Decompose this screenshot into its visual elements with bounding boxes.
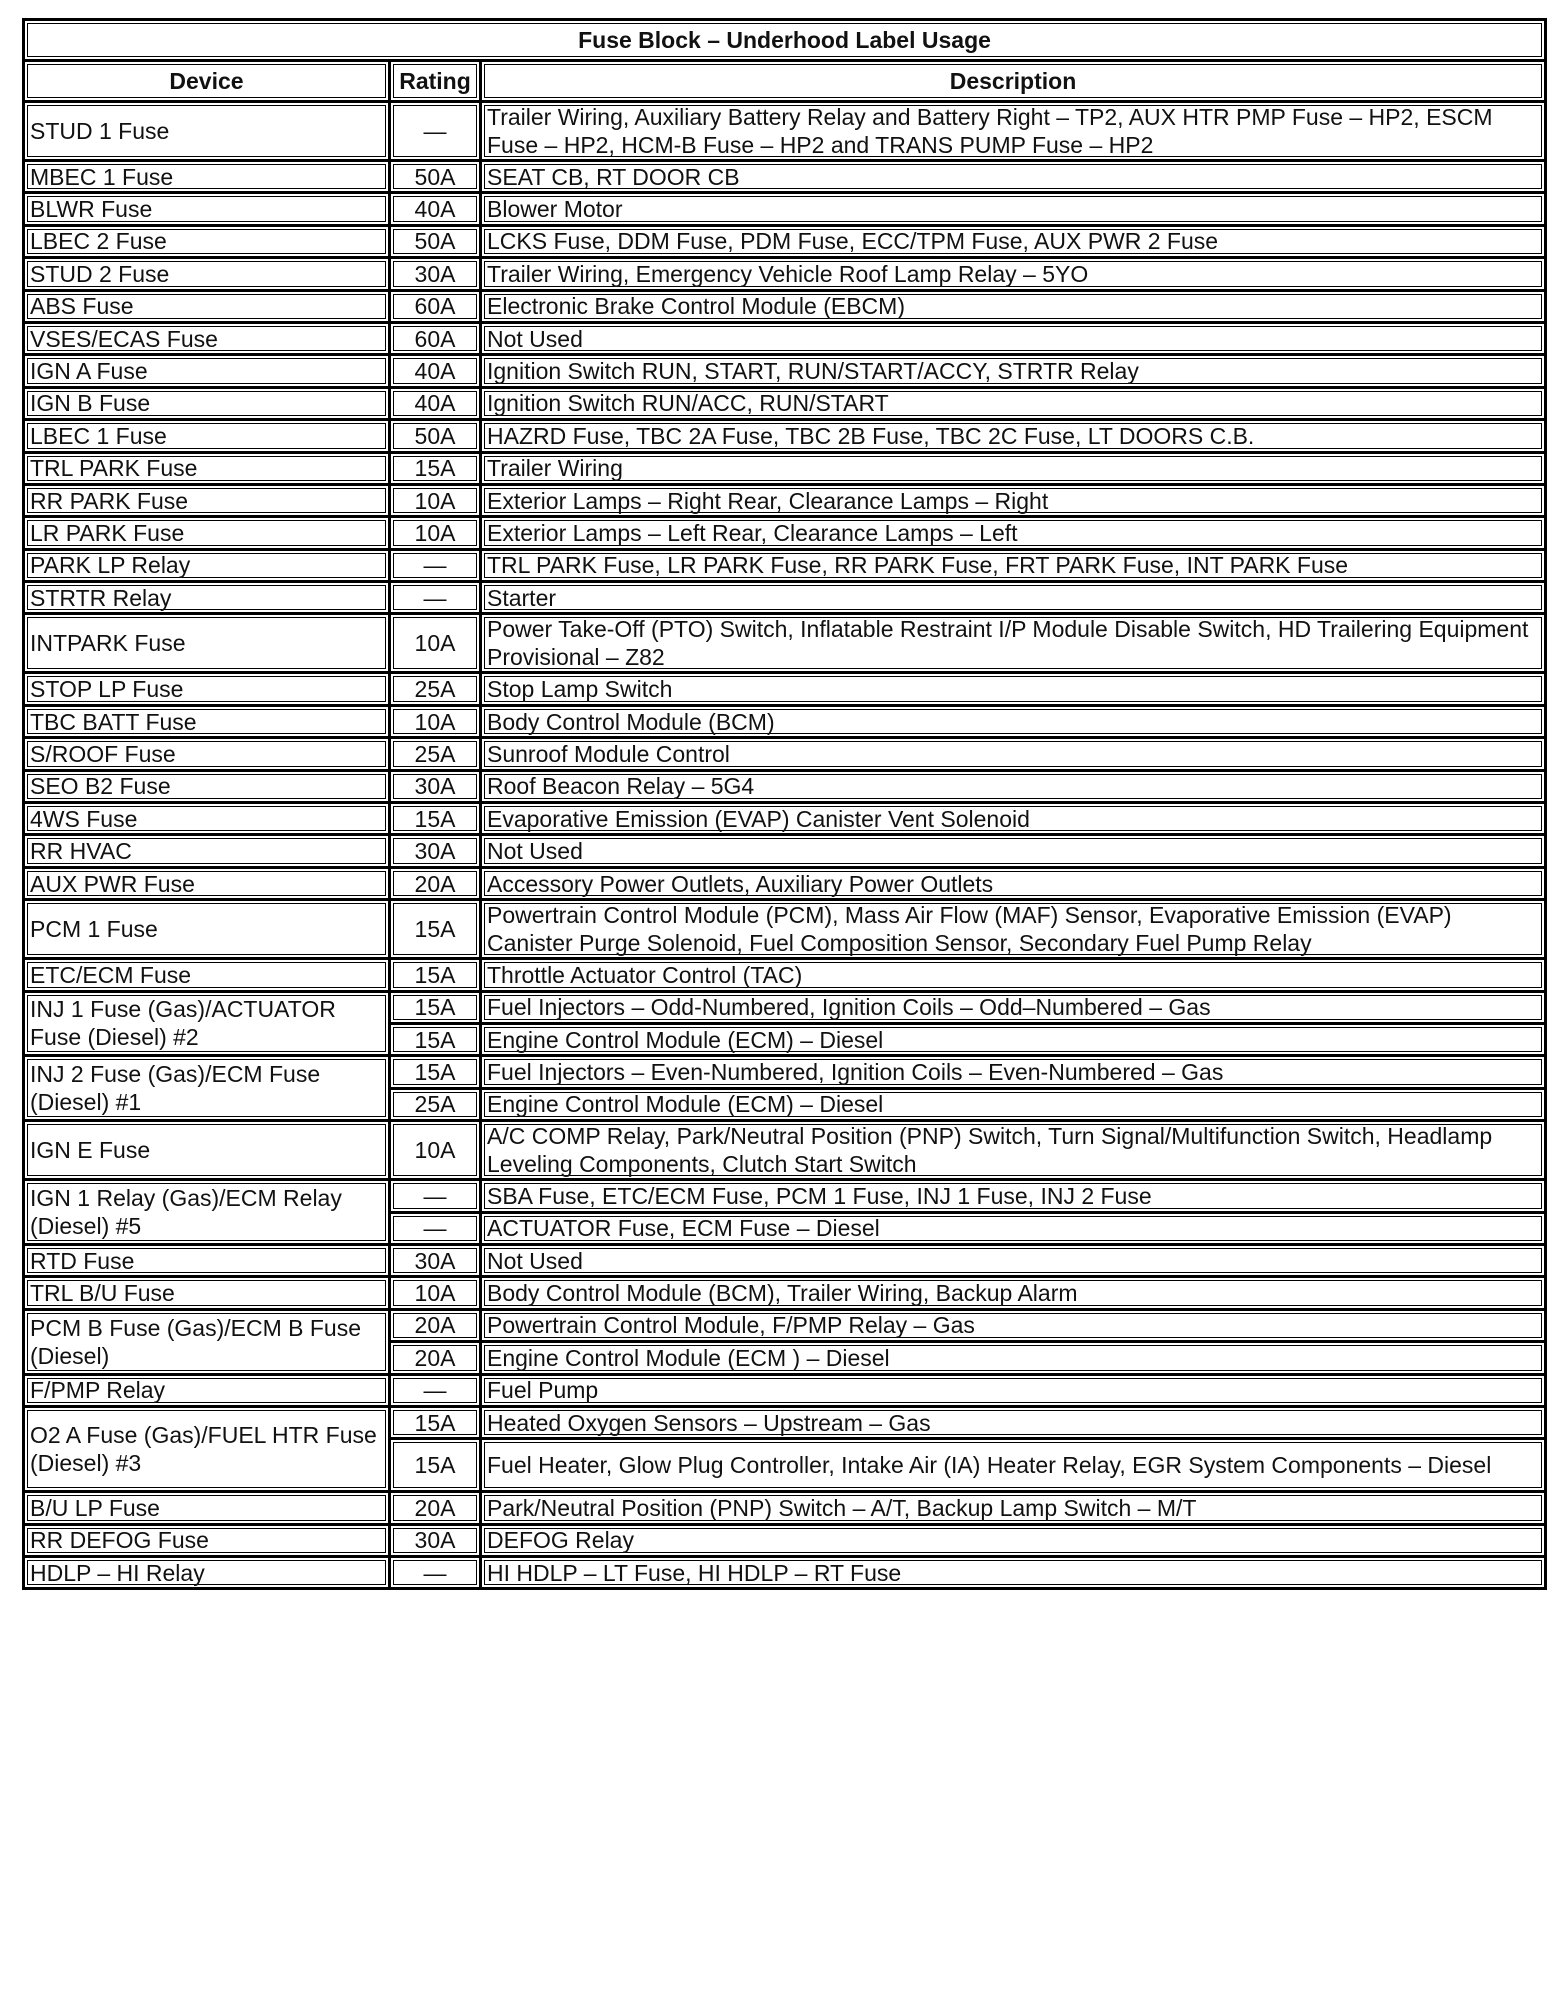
table-row — [24, 738, 1546, 770]
device-cell: HDLP – HI Relay — [24, 1557, 390, 1589]
table-row — [24, 900, 1546, 959]
rating-cell: 40A — [390, 193, 481, 225]
device-cell: TRL B/U Fuse — [24, 1277, 390, 1309]
rating-cell: 30A — [390, 835, 481, 867]
table-row — [24, 1244, 1546, 1276]
device-cell: INJ 1 Fuse (Gas)/ACTUATOR Fuse (Diesel) #2 — [24, 991, 390, 1056]
rating-cell: 15A — [390, 900, 481, 959]
rating-cell: — — [390, 549, 481, 581]
device-cell: PCM B Fuse (Gas)/ECM B Fuse (Diesel) — [24, 1309, 390, 1374]
device-cell: SEO B2 Fuse — [24, 770, 390, 802]
table-row — [24, 1557, 1546, 1589]
description-cell: Stop Lamp Switch — [481, 673, 1546, 705]
table-row — [24, 258, 1546, 290]
rating-cell: 40A — [390, 387, 481, 419]
table-row — [24, 102, 1546, 161]
device-cell: MBEC 1 Fuse — [24, 161, 390, 193]
table-row — [24, 959, 1546, 991]
fuse-table-sheet — [22, 18, 1544, 1590]
table-row — [24, 1406, 1546, 1438]
rating-cell: 15A — [390, 991, 481, 1023]
table-row — [24, 549, 1546, 581]
device-cell: AUX PWR Fuse — [24, 867, 390, 899]
fuse-block-table — [22, 18, 1547, 1590]
table-row — [24, 484, 1546, 516]
rating-cell: 20A — [390, 1309, 481, 1341]
rating-cell: 15A — [390, 1023, 481, 1055]
rating-cell: 15A — [390, 959, 481, 991]
rating-cell: 10A — [390, 614, 481, 673]
description-cell: Trailer Wiring, Emergency Vehicle Roof Lamp Relay – 5YO — [481, 258, 1546, 290]
rating-cell: 50A — [390, 161, 481, 193]
device-cell: IGN E Fuse — [24, 1121, 390, 1180]
description-cell: Not Used — [481, 835, 1546, 867]
description-cell: SBA Fuse, ETC/ECM Fuse, PCM 1 Fuse, INJ 1 Fuse, INJ 2 Fuse — [481, 1180, 1546, 1212]
rating-cell: 30A — [390, 1524, 481, 1556]
table-row — [24, 193, 1546, 225]
rating-cell: 40A — [390, 355, 481, 387]
description-cell: Fuel Heater, Glow Plug Controller, Intake Air (IA) Heater Relay, EGR System Components – Diesel — [481, 1439, 1546, 1492]
device-cell: PARK LP Relay — [24, 549, 390, 581]
description-cell: Heated Oxygen Sensors – Upstream – Gas — [481, 1406, 1546, 1438]
table-row — [24, 452, 1546, 484]
table-row — [24, 1277, 1546, 1309]
rating-cell: — — [390, 1180, 481, 1212]
device-cell: B/U LP Fuse — [24, 1492, 390, 1524]
description-cell: Roof Beacon Relay – 5G4 — [481, 770, 1546, 802]
table-row — [24, 1121, 1546, 1180]
description-cell: Ignition Switch RUN/ACC, RUN/START — [481, 387, 1546, 419]
description-cell: Trailer Wiring — [481, 452, 1546, 484]
rating-cell: 10A — [390, 484, 481, 516]
description-cell: DEFOG Relay — [481, 1524, 1546, 1556]
table-row — [24, 1492, 1546, 1524]
table-row — [24, 835, 1546, 867]
device-cell: 4WS Fuse — [24, 803, 390, 835]
description-cell: Exterior Lamps – Left Rear, Clearance Lamps – Left — [481, 517, 1546, 549]
rating-cell: 20A — [390, 1342, 481, 1374]
description-cell: Fuel Injectors – Even-Numbered, Ignition Coils – Even-Numbered – Gas — [481, 1056, 1546, 1088]
device-cell: STOP LP Fuse — [24, 673, 390, 705]
table-header-row — [24, 61, 1546, 102]
device-cell: RR DEFOG Fuse — [24, 1524, 390, 1556]
device-cell: IGN A Fuse — [24, 355, 390, 387]
description-cell: Trailer Wiring, Auxiliary Battery Relay and Battery Right – TP2, AUX HTR PMP Fuse – HP2, ESCM Fuse – HP2, HCM-B Fuse – HP2 and TRANS PUMP Fuse – HP2 — [481, 102, 1546, 161]
description-cell: ACTUATOR Fuse, ECM Fuse – Diesel — [481, 1212, 1546, 1244]
rating-cell: 10A — [390, 705, 481, 737]
rating-cell: 50A — [390, 420, 481, 452]
table-row — [24, 770, 1546, 802]
rating-cell: — — [390, 1557, 481, 1589]
rating-cell: 60A — [390, 322, 481, 354]
rating-cell: 25A — [390, 1088, 481, 1120]
device-cell: IGN 1 Relay (Gas)/ECM Relay (Diesel) #5 — [24, 1180, 390, 1245]
table-row — [24, 705, 1546, 737]
rating-cell: — — [390, 1212, 481, 1244]
device-cell: ETC/ECM Fuse — [24, 959, 390, 991]
description-cell: Throttle Actuator Control (TAC) — [481, 959, 1546, 991]
description-cell: Engine Control Module (ECM) – Diesel — [481, 1023, 1546, 1055]
table-row — [24, 1524, 1546, 1556]
description-cell: Power Take-Off (PTO) Switch, Inflatable Restraint I/P Module Disable Switch, HD Trailering Equipment Provisional – Z82 — [481, 614, 1546, 673]
device-cell: ABS Fuse — [24, 290, 390, 322]
table-row — [24, 614, 1546, 673]
table-title-row — [24, 20, 1546, 61]
device-cell: PCM 1 Fuse — [24, 900, 390, 959]
table-row — [24, 1309, 1546, 1341]
device-cell: VSES/ECAS Fuse — [24, 322, 390, 354]
rating-cell: — — [390, 582, 481, 614]
description-cell: Electronic Brake Control Module (EBCM) — [481, 290, 1546, 322]
rating-cell: 25A — [390, 738, 481, 770]
description-cell: HAZRD Fuse, TBC 2A Fuse, TBC 2B Fuse, TBC 2C Fuse, LT DOORS C.B. — [481, 420, 1546, 452]
description-cell: SEAT CB, RT DOOR CB — [481, 161, 1546, 193]
description-cell: Evaporative Emission (EVAP) Canister Vent Solenoid — [481, 803, 1546, 835]
rating-cell: 10A — [390, 1277, 481, 1309]
table-row — [24, 355, 1546, 387]
table-row — [24, 225, 1546, 257]
description-cell: Not Used — [481, 1244, 1546, 1276]
header-device: Device — [24, 61, 390, 102]
description-cell: Sunroof Module Control — [481, 738, 1546, 770]
device-cell: BLWR Fuse — [24, 193, 390, 225]
description-cell: Ignition Switch RUN, START, RUN/START/ACCY, STRTR Relay — [481, 355, 1546, 387]
header-rating: Rating — [390, 61, 481, 102]
rating-cell: 25A — [390, 673, 481, 705]
device-cell: LR PARK Fuse — [24, 517, 390, 549]
description-cell: Powertrain Control Module (PCM), Mass Air Flow (MAF) Sensor, Evaporative Emission (EVAP) Canister Purge Solenoid, Fuel Composition Sensor, Secondary Fuel Pump Relay — [481, 900, 1546, 959]
device-cell: STUD 1 Fuse — [24, 102, 390, 161]
device-cell: O2 A Fuse (Gas)/FUEL HTR Fuse (Diesel) #3 — [24, 1406, 390, 1491]
description-cell: Body Control Module (BCM), Trailer Wiring, Backup Alarm — [481, 1277, 1546, 1309]
rating-cell: — — [390, 102, 481, 161]
table-body — [24, 102, 1546, 1589]
table-row — [24, 803, 1546, 835]
device-cell: LBEC 2 Fuse — [24, 225, 390, 257]
description-cell: LCKS Fuse, DDM Fuse, PDM Fuse, ECC/TPM Fuse, AUX PWR 2 Fuse — [481, 225, 1546, 257]
device-cell: STRTR Relay — [24, 582, 390, 614]
description-cell: Exterior Lamps – Right Rear, Clearance Lamps – Right — [481, 484, 1546, 516]
rating-cell: 20A — [390, 1492, 481, 1524]
table-row — [24, 290, 1546, 322]
rating-cell: 20A — [390, 867, 481, 899]
table-row — [24, 673, 1546, 705]
device-cell: INJ 2 Fuse (Gas)/ECM Fuse (Diesel) #1 — [24, 1056, 390, 1121]
rating-cell: 10A — [390, 1121, 481, 1180]
table-row — [24, 1056, 1546, 1088]
description-cell: Powertrain Control Module, F/PMP Relay – Gas — [481, 1309, 1546, 1341]
description-cell: Starter — [481, 582, 1546, 614]
device-cell: RR HVAC — [24, 835, 390, 867]
description-cell: Not Used — [481, 322, 1546, 354]
device-cell: STUD 2 Fuse — [24, 258, 390, 290]
description-cell: Engine Control Module (ECM) – Diesel — [481, 1088, 1546, 1120]
description-cell: Engine Control Module (ECM ) – Diesel — [481, 1342, 1546, 1374]
device-cell: LBEC 1 Fuse — [24, 420, 390, 452]
rating-cell: 30A — [390, 258, 481, 290]
description-cell: HI HDLP – LT Fuse, HI HDLP – RT Fuse — [481, 1557, 1546, 1589]
rating-cell: 15A — [390, 1439, 481, 1492]
table-row — [24, 387, 1546, 419]
description-cell: Fuel Injectors – Odd-Numbered, Ignition Coils – Odd–Numbered – Gas — [481, 991, 1546, 1023]
rating-cell: 30A — [390, 1244, 481, 1276]
description-cell: Fuel Pump — [481, 1374, 1546, 1406]
rating-cell: 15A — [390, 1056, 481, 1088]
header-description: Description — [481, 61, 1546, 102]
device-cell: IGN B Fuse — [24, 387, 390, 419]
rating-cell: — — [390, 1374, 481, 1406]
rating-cell: 15A — [390, 803, 481, 835]
device-cell: S/ROOF Fuse — [24, 738, 390, 770]
table-row — [24, 420, 1546, 452]
table-row — [24, 517, 1546, 549]
table-row — [24, 1180, 1546, 1212]
description-cell: Accessory Power Outlets, Auxiliary Power Outlets — [481, 867, 1546, 899]
table-row — [24, 161, 1546, 193]
description-cell: A/C COMP Relay, Park/Neutral Position (PNP) Switch, Turn Signal/Multifunction Switch, Headlamp Leveling Components, Clutch Start Switch — [481, 1121, 1546, 1180]
description-cell: Body Control Module (BCM) — [481, 705, 1546, 737]
rating-cell: 10A — [390, 517, 481, 549]
device-cell: RTD Fuse — [24, 1244, 390, 1276]
table-row — [24, 322, 1546, 354]
description-cell: Park/Neutral Position (PNP) Switch – A/T, Backup Lamp Switch – M/T — [481, 1492, 1546, 1524]
device-cell: TBC BATT Fuse — [24, 705, 390, 737]
rating-cell: 60A — [390, 290, 481, 322]
table-row — [24, 991, 1546, 1023]
device-cell: F/PMP Relay — [24, 1374, 390, 1406]
table-row — [24, 582, 1546, 614]
table-row — [24, 867, 1546, 899]
table-title: Fuse Block – Underhood Label Usage — [24, 20, 1546, 61]
rating-cell: 15A — [390, 452, 481, 484]
rating-cell: 50A — [390, 225, 481, 257]
description-cell: Blower Motor — [481, 193, 1546, 225]
device-cell: TRL PARK Fuse — [24, 452, 390, 484]
rating-cell: 30A — [390, 770, 481, 802]
description-cell: TRL PARK Fuse, LR PARK Fuse, RR PARK Fuse, FRT PARK Fuse, INT PARK Fuse — [481, 549, 1546, 581]
device-cell: RR PARK Fuse — [24, 484, 390, 516]
device-cell: INTPARK Fuse — [24, 614, 390, 673]
rating-cell: 15A — [390, 1406, 481, 1438]
table-row — [24, 1374, 1546, 1406]
